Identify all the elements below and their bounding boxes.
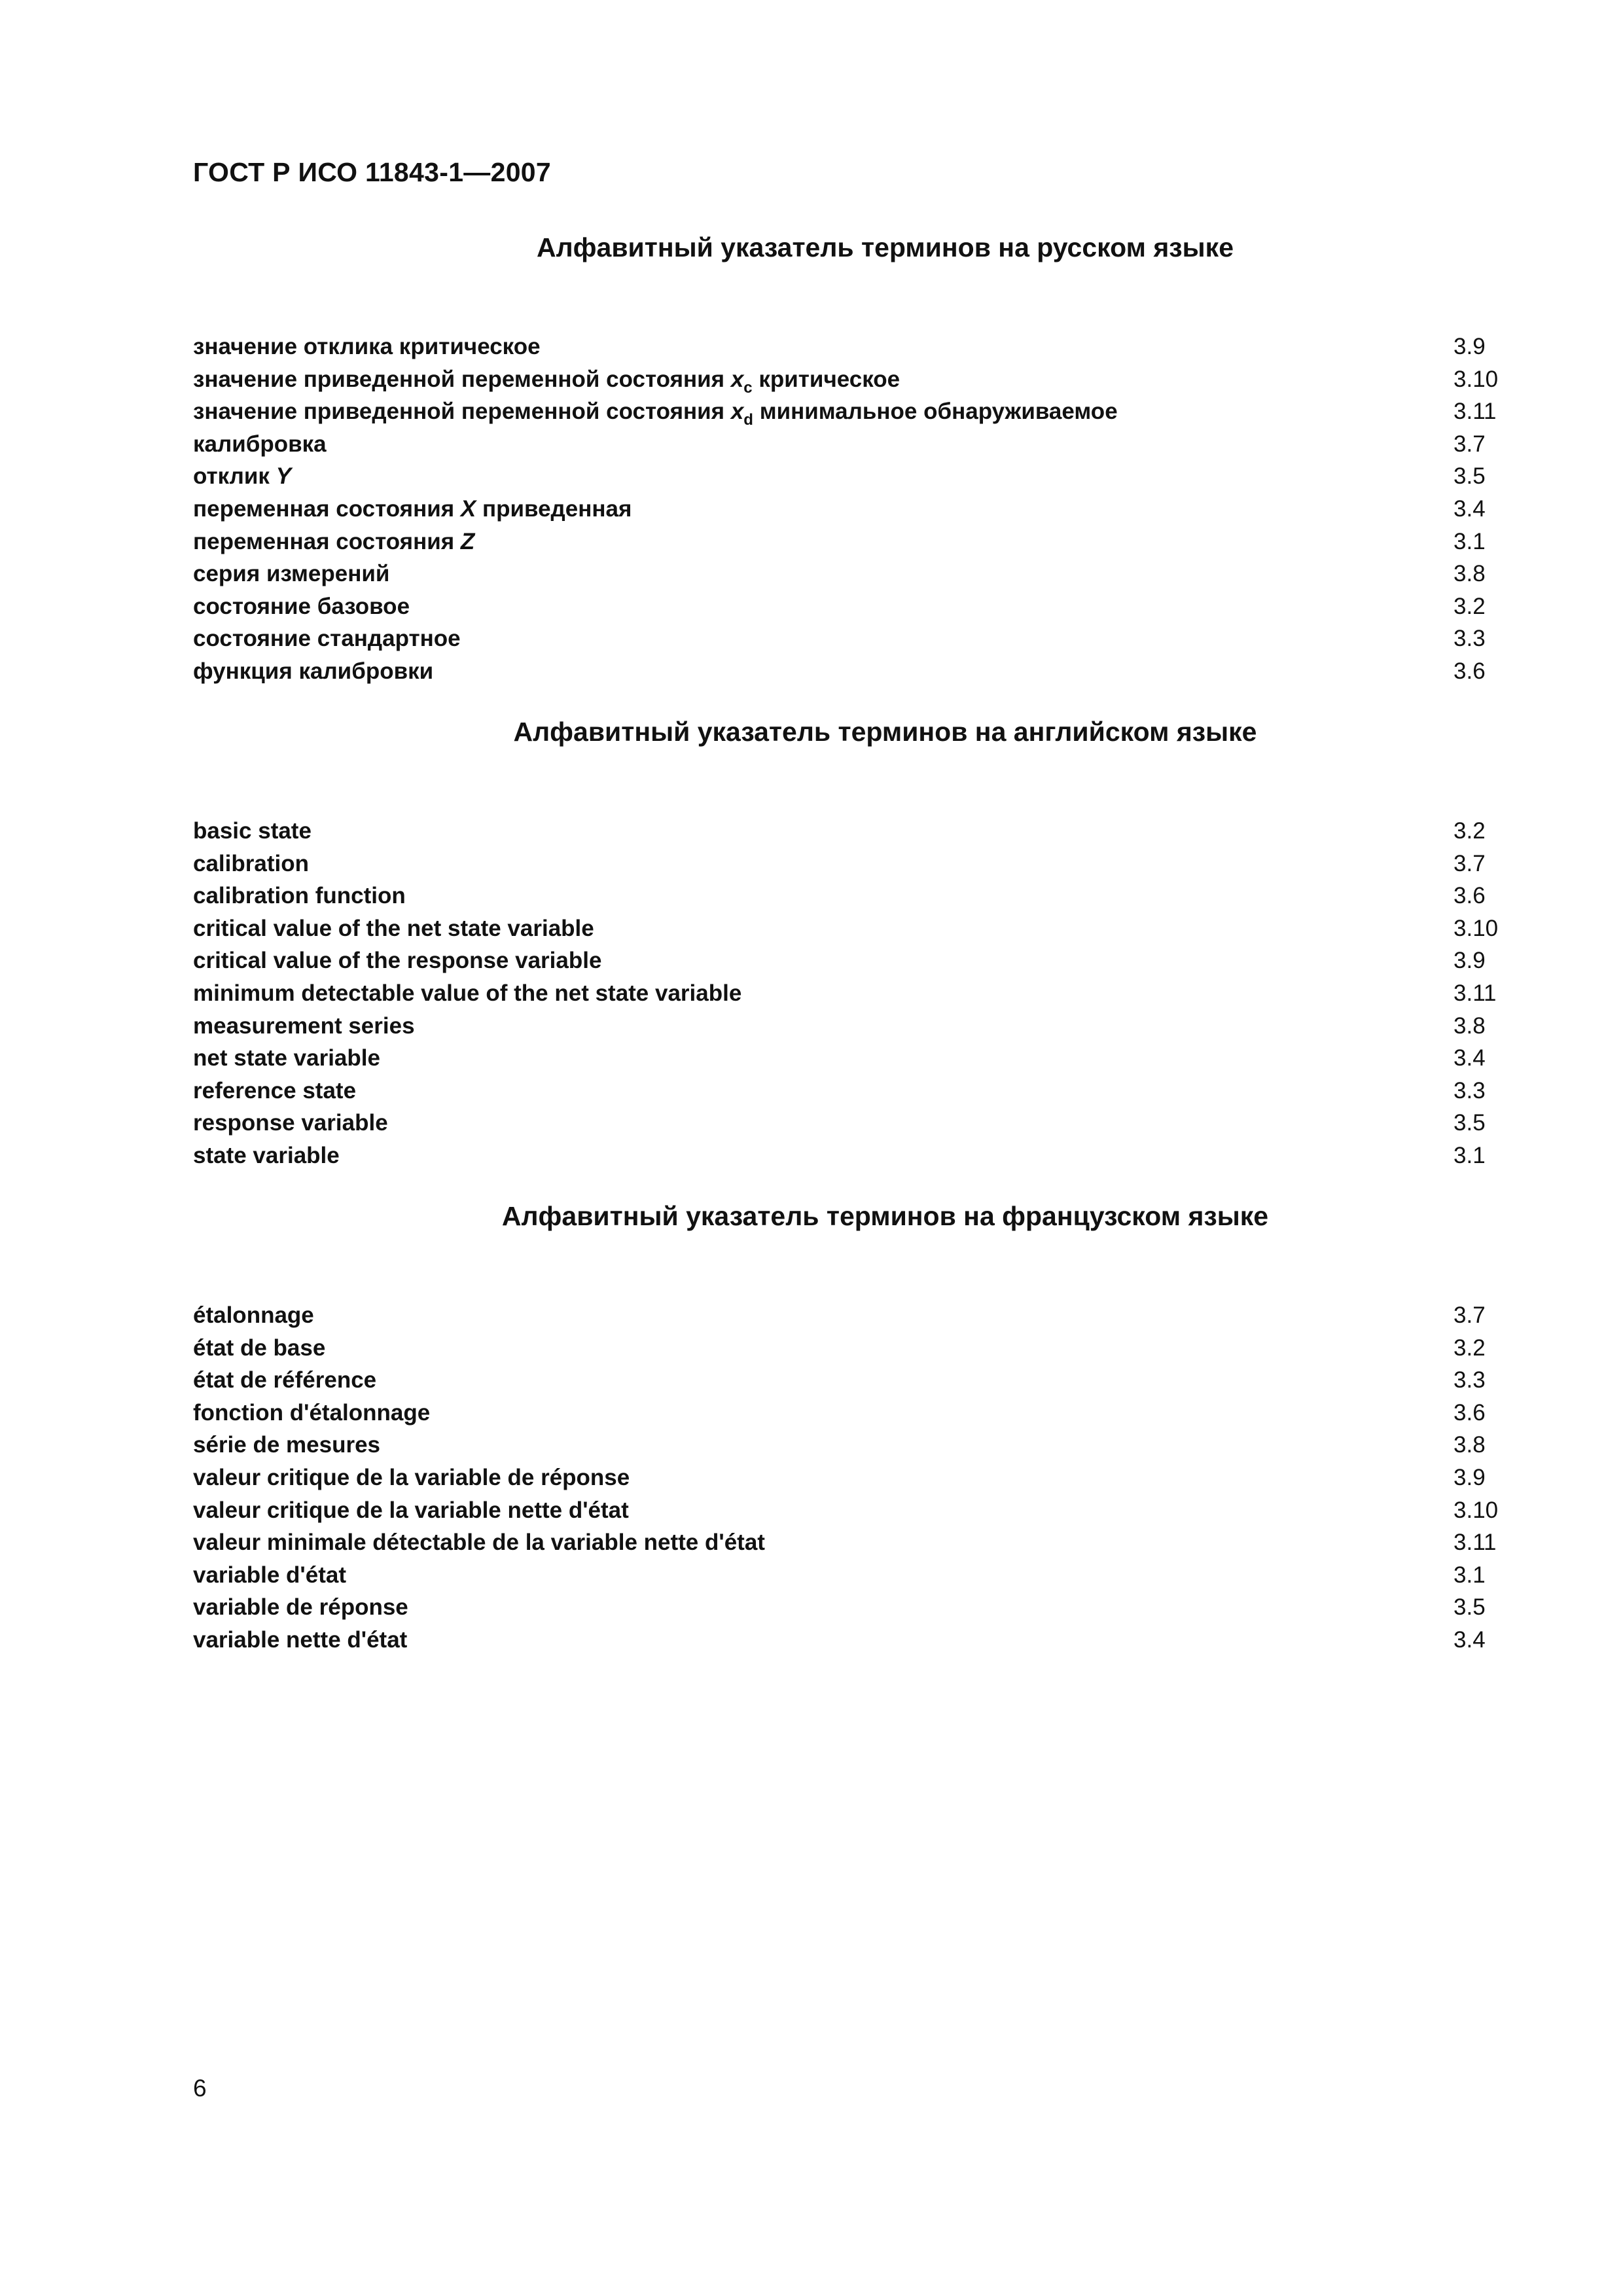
entry-ref: 3.11 — [1454, 980, 1497, 1006]
entry-term: reference state — [193, 1077, 357, 1103]
entry-term: значение приведенной переменной состояния $x_c$ критическое — [193, 366, 901, 397]
entry-term: значение отклика критическое — [193, 334, 541, 359]
entry-term: net state variable — [193, 1045, 380, 1071]
entry-ref: 3.9 — [1454, 334, 1486, 359]
entry-ref: 3.2 — [1454, 593, 1486, 619]
index-entry — [193, 944, 1505, 977]
index-entry — [193, 526, 1505, 558]
entry-ref: 3.1 — [1454, 1142, 1486, 1168]
section-title: Алфавитный указатель терминов на английском языке — [513, 717, 1257, 747]
index-entry — [193, 363, 1505, 396]
index-entry — [193, 1107, 1505, 1139]
index-entry — [193, 558, 1505, 590]
entry-ref: 3.1 — [1454, 528, 1486, 554]
index-entry — [193, 1526, 1505, 1559]
index-section-english — [193, 712, 1505, 1172]
entry-term: valeur minimale détectable de la variable nette d'état — [193, 1530, 765, 1556]
index-entry — [193, 1332, 1505, 1365]
entry-ref: 3.4 — [1454, 1045, 1486, 1071]
entry-term: state variable — [193, 1142, 340, 1168]
entry-term: variable de réponse — [193, 1594, 408, 1621]
index-entry — [193, 460, 1505, 493]
index-entry — [193, 395, 1505, 428]
entry-term: état de base — [193, 1335, 326, 1361]
index-entry — [193, 1397, 1505, 1429]
entry-term: calibration — [193, 850, 309, 876]
entry-ref: 3.2 — [1454, 1335, 1486, 1361]
entry-ref: 3.11 — [1454, 399, 1497, 425]
symbol: Z — [460, 528, 475, 554]
symbol: x — [730, 399, 744, 425]
entry-term: état de référence — [193, 1367, 377, 1393]
entry-term: série de mesures — [193, 1432, 381, 1458]
entry-ref: 3.7 — [1454, 431, 1486, 457]
entry-term: variable d'état — [193, 1562, 346, 1588]
entry-term: переменная состояния Z — [193, 528, 475, 554]
entry-term: серия измерений — [193, 561, 390, 587]
index-section-russian — [193, 228, 1505, 688]
entry-ref: 3.5 — [1454, 463, 1486, 490]
entry-term: minimum detectable value of the net state variable — [193, 980, 742, 1006]
entry-ref: 3.4 — [1454, 495, 1486, 522]
entry-ref: 3.10 — [1454, 915, 1499, 941]
symbol: X — [460, 495, 476, 522]
index-entry — [193, 1075, 1505, 1107]
entry-term: valeur critique de la variable de réponse — [193, 1464, 630, 1490]
entry-term: variable nette d'état — [193, 1626, 408, 1653]
index-entry — [193, 912, 1505, 945]
entry-ref: 3.1 — [1454, 1562, 1486, 1588]
entry-term: measurement series — [193, 1013, 415, 1039]
entry-ref: 3.7 — [1454, 1302, 1486, 1328]
index-entry — [193, 815, 1505, 848]
entry-term: отклик Y — [193, 463, 291, 490]
index-entry — [193, 622, 1505, 655]
document-code: ГОСТ Р ИСО 11843-1—2007 — [193, 157, 552, 187]
entry-ref: 3.2 — [1454, 818, 1486, 844]
index-entry — [193, 977, 1505, 1010]
index-entry — [193, 1139, 1505, 1172]
section-title: Алфавитный указатель терминов на французском языке — [501, 1201, 1269, 1231]
entry-ref: 3.6 — [1454, 883, 1486, 909]
index-entry — [193, 1429, 1505, 1462]
index-entry — [193, 493, 1505, 526]
subscript: d — [743, 411, 753, 429]
entry-ref: 3.9 — [1454, 1464, 1486, 1490]
index-entry — [193, 590, 1505, 623]
entry-ref: 3.6 — [1454, 1399, 1486, 1426]
page-number: 6 — [193, 2075, 207, 2102]
index-entry — [193, 331, 1505, 363]
symbol: Y — [276, 463, 291, 490]
entry-ref: 3.10 — [1454, 1497, 1499, 1523]
index-list — [193, 331, 1505, 688]
entry-term: калибровка — [193, 431, 327, 457]
entry-term: состояние стандартное — [193, 626, 461, 652]
entry-ref: 3.11 — [1454, 1530, 1497, 1556]
entry-ref: 3.8 — [1454, 1013, 1486, 1039]
index-entry — [193, 428, 1505, 461]
index-section-french — [193, 1196, 1505, 1657]
entry-ref: 3.6 — [1454, 658, 1486, 684]
index-list — [193, 815, 1505, 1172]
entry-term: функция калибровки — [193, 658, 434, 684]
index-entry — [193, 1591, 1505, 1624]
index-entry — [193, 1624, 1505, 1657]
entry-term: valeur critique de la variable nette d'état — [193, 1497, 629, 1523]
index-list — [193, 1299, 1505, 1657]
entry-ref: 3.3 — [1454, 1077, 1486, 1103]
section-title: Алфавитный указатель терминов на русском языке — [537, 232, 1234, 262]
index-entry — [193, 1299, 1505, 1332]
entry-term: переменная состояния X приведенная — [193, 495, 632, 522]
entry-term: calibration function — [193, 883, 406, 909]
entry-term: critical value of the response variable — [193, 948, 602, 974]
entry-ref: 3.3 — [1454, 1367, 1486, 1393]
entry-term: состояние базовое — [193, 593, 410, 619]
entry-term: значение приведенной переменной состояния $x_d$ минимальное обнаруживаемое — [193, 399, 1118, 429]
entry-term: critical value of the net state variable — [193, 915, 594, 941]
index-entry — [193, 848, 1505, 880]
index-entry — [193, 1364, 1505, 1397]
index-entry — [193, 1462, 1505, 1494]
entry-ref: 3.7 — [1454, 850, 1486, 876]
entry-ref: 3.9 — [1454, 948, 1486, 974]
index-entry — [193, 880, 1505, 912]
entry-ref: 3.3 — [1454, 626, 1486, 652]
entry-term: basic state — [193, 818, 312, 844]
entry-term: response variable — [193, 1110, 388, 1136]
entry-term: fonction d'étalonnage — [193, 1399, 431, 1426]
entry-ref: 3.8 — [1454, 1432, 1486, 1458]
index-entry — [193, 1559, 1505, 1592]
entry-ref: 3.4 — [1454, 1626, 1486, 1653]
index-entry — [193, 1010, 1505, 1043]
subscript: c — [743, 378, 753, 397]
entry-term: étalonnage — [193, 1302, 314, 1328]
index-entry — [193, 655, 1505, 688]
entry-ref: 3.5 — [1454, 1110, 1486, 1136]
symbol: x — [730, 366, 744, 392]
entry-ref: 3.5 — [1454, 1594, 1486, 1621]
entry-ref: 3.10 — [1454, 366, 1499, 392]
index-entry — [193, 1042, 1505, 1075]
index-entry — [193, 1494, 1505, 1527]
entry-ref: 3.8 — [1454, 561, 1486, 587]
